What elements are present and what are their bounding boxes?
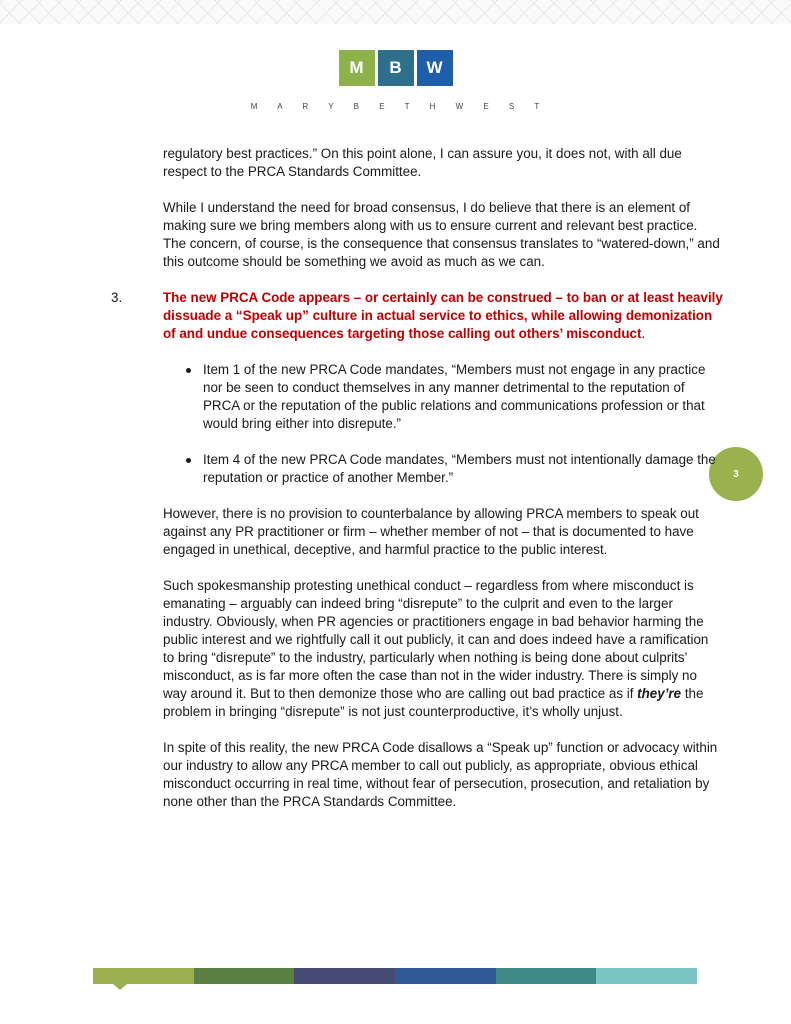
logo <box>0 50 791 111</box>
footer-segment-3 <box>294 968 395 984</box>
paragraph-4-part-2: the problem in bringing “disrepute” is not just counterproductive, it’s wholly unjust. <box>163 686 704 719</box>
footer-segment-6 <box>596 968 697 984</box>
paragraph-4 <box>163 577 723 721</box>
footer-segment-1 <box>93 968 194 984</box>
logo-boxes <box>0 50 791 86</box>
paragraph-4-emphasis: they’re <box>637 686 682 701</box>
paragraph-2: While I understand the need for broad consensus, I do believe that there is an element of making sure we bring members along with us to ensure current and relevant best practice. The concern, of course, is the consequence that consensus translates to “watered-down,” and this outcome should be something we avoid as much as we can. <box>163 200 720 269</box>
footer-color-bar <box>93 968 697 984</box>
footer-notch <box>113 984 127 990</box>
footer-segment-5 <box>496 968 597 984</box>
logo-letter-m: M <box>339 50 375 86</box>
logo-wordmark: M A R Y B E T H W E S T <box>250 102 549 111</box>
section-heading-text: The new PRCA Code appears – or certainly can be construed – to ban or at least heavily dissuade a “Speak up” culture in actual service to ethics, while allowing demonization of and undue consequences targeting those calling out others’ misconduct <box>163 290 723 341</box>
section-heading <box>111 289 723 343</box>
logo-letter-b: B <box>378 50 414 86</box>
section-heading-period: . <box>641 326 646 341</box>
page-number-badge: 3 <box>709 447 763 501</box>
paragraph-5: In spite of this reality, the new PRCA Code disallows a “Speak up” function or advocacy within our industry to allow any PRCA member to call out publicly, as appropriate, obvious ethical misconduct occurring in real time, without fear of persecution, prosecution, and retaliation by none other than the PRCA Standards Committee. <box>163 740 718 809</box>
section-number: 3. <box>111 290 123 305</box>
header-pattern <box>0 0 791 24</box>
paragraph-4-part-1: Such spokesmanship protesting unethical conduct – regardless from where misconduct is emanating – arguably can indeed bring “disrepute” to the culprit and even to the larger industry. Obviously, when PR agencies or practitioners engage in bad behavior harming the public interest and we rightfully call it out publicly, it can and does indeed have a ramification to bring “disrepute” to the industry, particularly when nothing is being done about culprits’ misconduct, as is far more often the case than not in the wider industry. There is simply no way around it. But to then demonize those who are calling out bad practice as if <box>163 578 709 701</box>
footer-segment-2 <box>194 968 295 984</box>
logo-letter-w: W <box>417 50 453 86</box>
footer-segment-4 <box>395 968 496 984</box>
paragraph-1: regulatory best practices.” On this point alone, I can assure you, it does not, with all due respect to the PRCA Standards Committee. <box>163 146 682 179</box>
bullet-list <box>163 361 723 487</box>
bullet-item-2: Item 4 of the new PRCA Code mandates, “Members must not intentionally damage the reputation or practice of another Member.” <box>203 451 723 487</box>
paragraph-3: However, there is no provision to counterbalance by allowing PRCA members to speak out against any PR practitioner or firm – whether member of not – that is documented to have engaged in unethical, deceptive, and harmful practice to the public interest. <box>163 506 699 557</box>
document-body <box>111 145 723 829</box>
bullet-item-1: Item 1 of the new PRCA Code mandates, “Members must not engage in any practice nor be seen to conduct themselves in any manner detrimental to the reputation of PRCA or the reputation of the public relations and communications profession or that would bring either into disrepute.” <box>203 361 723 433</box>
